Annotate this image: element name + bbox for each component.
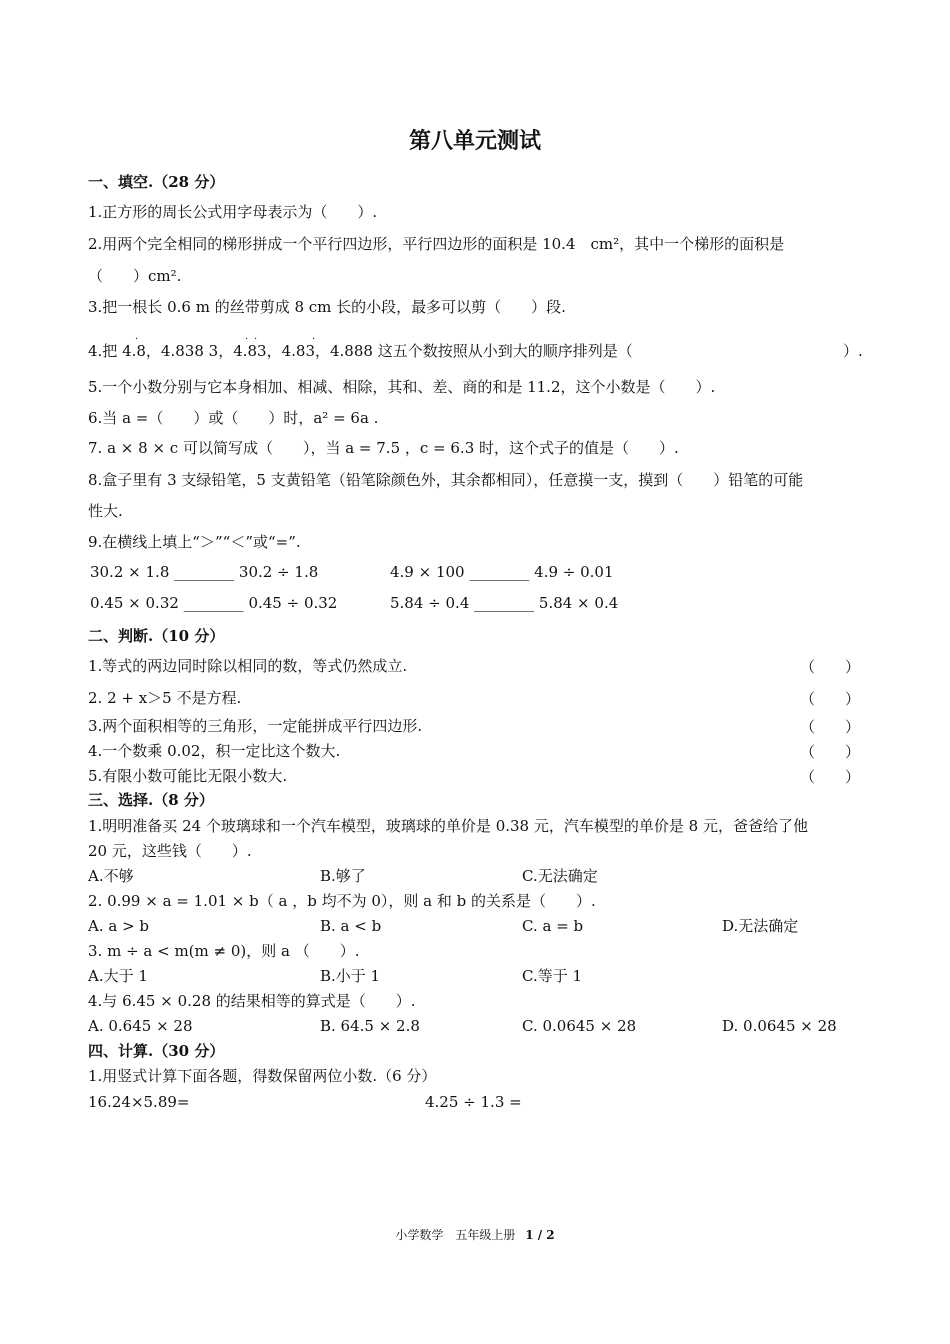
section-heading-choice: 三、选择.（8 分） [88, 791, 214, 809]
answer-paren: （ ） [800, 658, 861, 676]
question-text-end: ）. [843, 342, 863, 360]
question-text: 4.与 6.45 × 0.28 的结果相等的算式是（ ）. [88, 992, 416, 1010]
option: A. a > b [88, 917, 150, 935]
comparison-item: 5.84 ÷ 0.4 ________ 5.84 × 0.4 [390, 594, 619, 612]
option: C.无法确定 [522, 867, 598, 885]
page-number: 1 / 2 [525, 1228, 555, 1242]
option: A.大于 1 [88, 967, 148, 985]
calc-item: 16.24×5.89= [88, 1093, 190, 1111]
question-text: 1.明明准备买 24 个玻璃球和一个汽车模型，玻璃球的单价是 0.38 元，汽车模型的单价是 8 元，爸爸给了他 [88, 817, 808, 835]
option: B. 64.5 × 2.8 [320, 1017, 420, 1035]
question-text: 2. 0.99 × a = 1.01 × b（ a ，b 均不为 0），则 a 和 b 的关系是（ ）. [88, 892, 596, 910]
option: C. 0.0645 × 28 [522, 1017, 637, 1035]
option: A.不够 [88, 867, 134, 885]
question-text: 20 元，这些钱（ ）. [88, 842, 252, 860]
judge-item: 5.有限小数可能比无限小数大. [88, 767, 288, 785]
question-text: 3.把一根长 0.6 m 的丝带剪成 8 cm 长的小段，最多可以剪（ ）段. [88, 298, 566, 316]
question-text: 1.用竖式计算下面各题，得数保留两位小数.（6 分） [88, 1067, 437, 1085]
footer-subject: 小学数学 五年级上册 [395, 1228, 516, 1242]
option: B.小于 1 [320, 967, 381, 985]
page-title: 第八单元测试 [408, 128, 541, 154]
section-heading-judge: 二、判断.（10 分） [88, 627, 225, 645]
option: B. a < b [320, 917, 382, 935]
judge-item: 3.两个面积相等的三角形，一定能拼成平行四边形. [88, 717, 423, 735]
comparison-item: 4.9 × 100 ________ 4.9 ÷ 0.01 [390, 563, 614, 581]
question-text: （ ）cm². [88, 267, 182, 285]
repeating-dot: · [245, 334, 249, 345]
question-text: 1.正方形的周长公式用字母表示为（ ）. [88, 203, 378, 221]
question-text: 5.一个小数分别与它本身相加、相减、相除，其和、差、商的和是 11.2，这个小数是（ ）. [88, 378, 716, 396]
page-footer [0, 1226, 950, 1243]
question-text: 8.盒子里有 3 支绿铅笔，5 支黄铅笔（铅笔除颜色外，其余都相同），任意摸一支，摸到（ ）铅笔的可能 [88, 471, 804, 489]
option: A. 0.645 × 28 [88, 1017, 193, 1035]
option: C. a = b [522, 917, 584, 935]
question-text: 9.在横线上填上“＞”“＜”或“=”. [88, 533, 301, 551]
calc-item: 4.25 ÷ 1.3 = [425, 1093, 522, 1111]
option: B.够了 [320, 867, 366, 885]
section-heading-fill: 一、填空.（28 分） [88, 173, 225, 191]
answer-paren: （ ） [800, 718, 861, 736]
section-heading-calc: 四、计算.（30 分） [88, 1042, 225, 1060]
answer-paren: （ ） [800, 690, 861, 708]
judge-item: 4.一个数乘 0.02，积一定比这个数大. [88, 742, 341, 760]
repeating-dot: · [135, 334, 139, 345]
comparison-item: 30.2 × 1.8 ________ 30.2 ÷ 1.8 [90, 563, 319, 581]
comparison-item: 0.45 × 0.32 ________ 0.45 ÷ 0.32 [90, 594, 338, 612]
option: D. 0.0645 × 28 [722, 1017, 837, 1035]
judge-item: 1.等式的两边同时除以相同的数，等式仍然成立. [88, 657, 408, 675]
answer-paren: （ ） [800, 743, 861, 761]
question-text: 6.当 a =（ ）或（ ）时，a² = 6a . [88, 409, 379, 427]
question-text: 7. a × 8 × c 可以简写成（ ），当 a = 7.5 ，c = 6.3 时，这个式子的值是（ ）. [88, 439, 679, 457]
repeating-dot: · [254, 334, 258, 345]
option: D.无法确定 [722, 917, 799, 935]
repeating-dot: · [312, 334, 316, 345]
question-text: 性大. [88, 502, 123, 520]
answer-paren: （ ） [800, 768, 861, 786]
question-text: 2.用两个完全相同的梯形拼成一个平行四边形，平行四边形的面积是 10.4 cm²，其中一个梯形的面积是 [88, 235, 785, 253]
option: C.等于 1 [522, 967, 583, 985]
question-text: 4.把 4.8，4.838 3，4.83，4.83，4.888 这五个数按照从小到大的顺序排列是（ [88, 342, 633, 360]
judge-item: 2. 2 + x＞5 不是方程. [88, 689, 242, 707]
question-text: 3. m ÷ a < m(m ≠ 0)，则 a （ ）. [88, 942, 360, 960]
